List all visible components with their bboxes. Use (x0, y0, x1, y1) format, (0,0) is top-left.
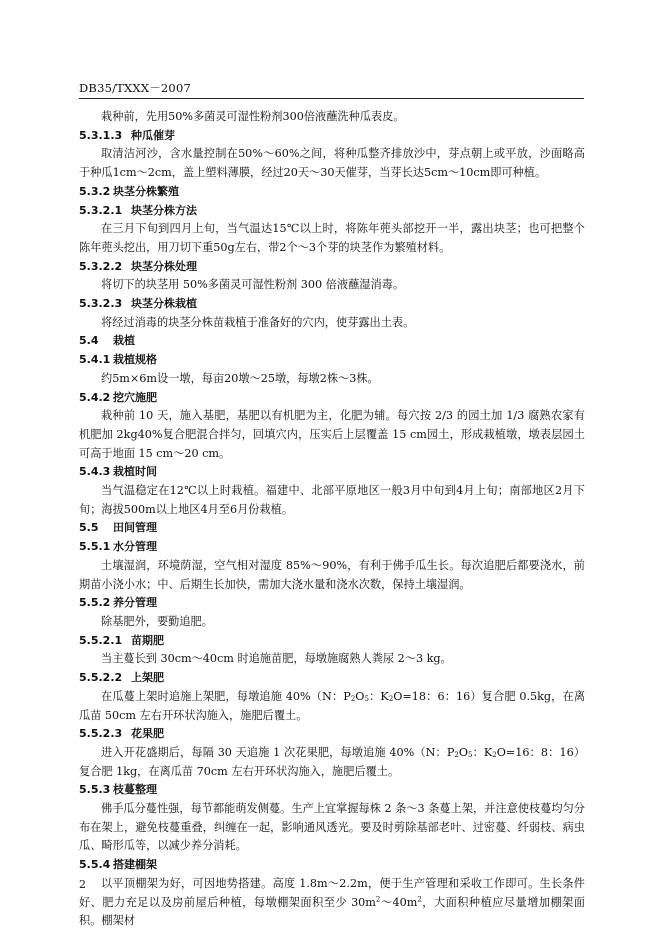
paragraph: 栽种前 10 天，施入基肥，基肥以有机肥为主，化肥为辅。每穴按 2/3 的园土加 1/3 腐熟农家有机肥加 2kg40%复合肥混合拌匀，回填穴内，压实后上层覆盖 15 cm园土，形成栽植墩，墩表层园土可高于地面 15 cm～20 cm。 (79, 409, 585, 460)
text-run: 在瓜蔓上架时追施上架肥，每墩追施 40%（N：P (101, 689, 351, 703)
paragraph (79, 875, 585, 931)
paragraph: 除基肥外，要勤追肥。 (101, 614, 213, 628)
paragraph: 土壤湿润，环境荫湿，空气相对湿度 85%～90%，有利于佛手瓜生长。每次追肥后都要浇水，前期苗小浇小水；中、后期生长加快，需加大浇水量和浇水次数，保持土壤湿润。 (79, 558, 585, 591)
section-number: 5.5.2 (79, 596, 111, 610)
section-heading (79, 632, 585, 651)
section-title: 养分管理 (113, 596, 157, 610)
section-title: 块茎分株方法 (131, 203, 197, 217)
text-run: ：K (368, 689, 389, 703)
section-number: 5.5 (79, 521, 99, 535)
section-heading (79, 725, 585, 744)
section-number: 5.3.2.1 (79, 203, 123, 217)
section-title: 水分管理 (113, 540, 157, 554)
section-heading (79, 183, 585, 202)
section-number: 5.5.2.2 (79, 671, 123, 685)
section-heading (79, 127, 585, 146)
section-heading (79, 519, 585, 538)
section-number: 5.3.2.3 (79, 297, 123, 311)
subscript: 2 (492, 750, 497, 759)
section-title: 搭建棚架 (113, 858, 157, 872)
section-title: 栽植 (113, 334, 135, 348)
text-run: O (458, 745, 469, 759)
section-title: 栽植规格 (113, 353, 157, 367)
section-number: 5.3.2.2 (79, 259, 123, 273)
section-heading (79, 202, 585, 221)
section-title: 块茎分株栽植 (131, 297, 197, 311)
section-number: 5.4.1 (79, 353, 111, 367)
text-run: ～40m (380, 895, 418, 909)
paragraph: 栽种前，先用50%多菌灵可湿性粉剂300倍液蘸洗种瓜表皮。 (101, 110, 405, 123)
text-run: O (355, 689, 365, 703)
paragraph (79, 744, 585, 781)
section-heading (79, 389, 585, 408)
text-run: 以平顶棚架为好，可因地势搭建。高度 1.8m～2.2m，便于生产管理和采收工作即可。生长条件好、肥力充足以及房前屋后种植，每墩棚架面积至少 30m (79, 876, 585, 909)
section-title: 种瓜催芽 (131, 128, 175, 142)
section-number: 5.5.2.3 (79, 727, 123, 741)
paragraph: 约5m×6m设一墩，每亩20墩～25墩，每墩2株～3株。 (101, 371, 379, 385)
section-title: 花果肥 (131, 727, 164, 741)
paragraph: 当气温稳定在12℃以上时栽植。福建中、北部平原地区一般3月中旬到4月上旬；南部地区2月下旬；海拔500m以上地区4月至6月份栽植。 (79, 484, 585, 516)
section-heading (79, 332, 585, 351)
section-number: 5.3.1.3 (79, 128, 123, 142)
section-title: 块茎分株处理 (131, 259, 197, 273)
document-body (79, 108, 585, 931)
section-number: 5.5.4 (79, 858, 111, 872)
section-heading (79, 258, 585, 277)
section-number: 5.5.1 (79, 540, 111, 554)
paragraph: 将切下的块茎用 50%多菌灵可湿性粉剂 300 倍液蘸湿消毒。 (101, 278, 405, 292)
section-heading (79, 351, 585, 370)
paragraph: 取清洁河沙，含水量控制在50%～60%之间，将种瓜整齐排放沙中，芽点朝上或平放，沙面略高于种瓜1cm～2cm，盖上塑料薄膜，经过20天～30天催芽，当芽长达5cm～10cm即可种植。 (79, 147, 585, 180)
section-number: 5.4.3 (79, 465, 111, 479)
subscript: 2 (454, 750, 459, 759)
section-heading (79, 463, 585, 482)
subscript: 5 (364, 694, 369, 703)
text-run: O=18：6：16）复合肥 0.5kg，在离瓜苗 50cm 左右开环状沟施入，施肥后覆土。 (79, 689, 586, 722)
superscript: 2 (417, 894, 422, 903)
page-number: 2 (79, 878, 86, 891)
section-title: 块茎分株繁殖 (113, 184, 179, 198)
paragraph (79, 688, 585, 725)
section-title: 上架肥 (131, 671, 164, 685)
section-title: 挖穴施肥 (113, 390, 157, 404)
section-heading (79, 594, 585, 613)
paragraph: 将经过消毒的块茎分株苗栽植于准备好的穴内，使芽露出土表。 (101, 315, 415, 329)
section-number: 5.5.2.1 (79, 633, 123, 647)
subscript: 2 (388, 694, 394, 703)
section-heading (79, 538, 585, 557)
paragraph: 佛手瓜分蔓性强，每节都能萌发侧蔓。生产上宜掌握每株 2 条～3 条蔓上架，并注意使枝蔓均匀分布在架上，避免枝蔓重叠，纠缠在一起，影响通风透光。要及时剪除基部老叶、过密蔓、纤弱枝、病虫瓜、畸形瓜等，以减少养分消耗。 (79, 802, 585, 853)
section-title: 田间管理 (113, 521, 157, 535)
document-code: DB35/TXXX－2007 (79, 81, 191, 95)
text-run: 进入开花盛期后，每隔 30 天追施 1 次花果肥，每墩追施 40%（N：P (101, 745, 455, 759)
section-heading (79, 856, 585, 875)
section-number: 5.5.3 (79, 783, 111, 797)
paragraph: 在三月下旬到四月上旬，当气温达15℃以上时，将陈年蔸头部挖开一半，露出块茎；也可把整个陈年蔸头挖出，用刀切下重50g左右，带2个～3个芽的块茎作为繁殖材料。 (79, 222, 585, 254)
text-run: O=16：8：16）复合肥 1kg，在离瓜苗 70cm 左右开环状沟施入，施肥后覆土。 (79, 745, 586, 778)
section-title: 枝蔓整理 (113, 783, 157, 797)
section-title: 苗期肥 (131, 633, 164, 647)
subscript: 5 (468, 750, 473, 759)
text-run: ，大面积种植应尽量增加棚架面积。棚架材 (79, 895, 585, 928)
subscript: 2 (350, 694, 356, 703)
section-heading (79, 669, 585, 688)
section-heading (79, 781, 585, 800)
section-number: 5.3.2 (79, 184, 111, 198)
paragraph: 当主蔓长到 30cm～40cm 时追施苗肥，每墩施腐熟人粪尿 2～3 kg。 (101, 652, 452, 666)
section-title: 栽植时间 (113, 465, 157, 479)
header-divider (79, 98, 584, 99)
text-run: ：K (472, 745, 493, 759)
section-number: 5.4 (79, 334, 99, 348)
section-heading (79, 295, 585, 314)
section-number: 5.4.2 (79, 390, 111, 404)
superscript: 2 (375, 894, 381, 903)
